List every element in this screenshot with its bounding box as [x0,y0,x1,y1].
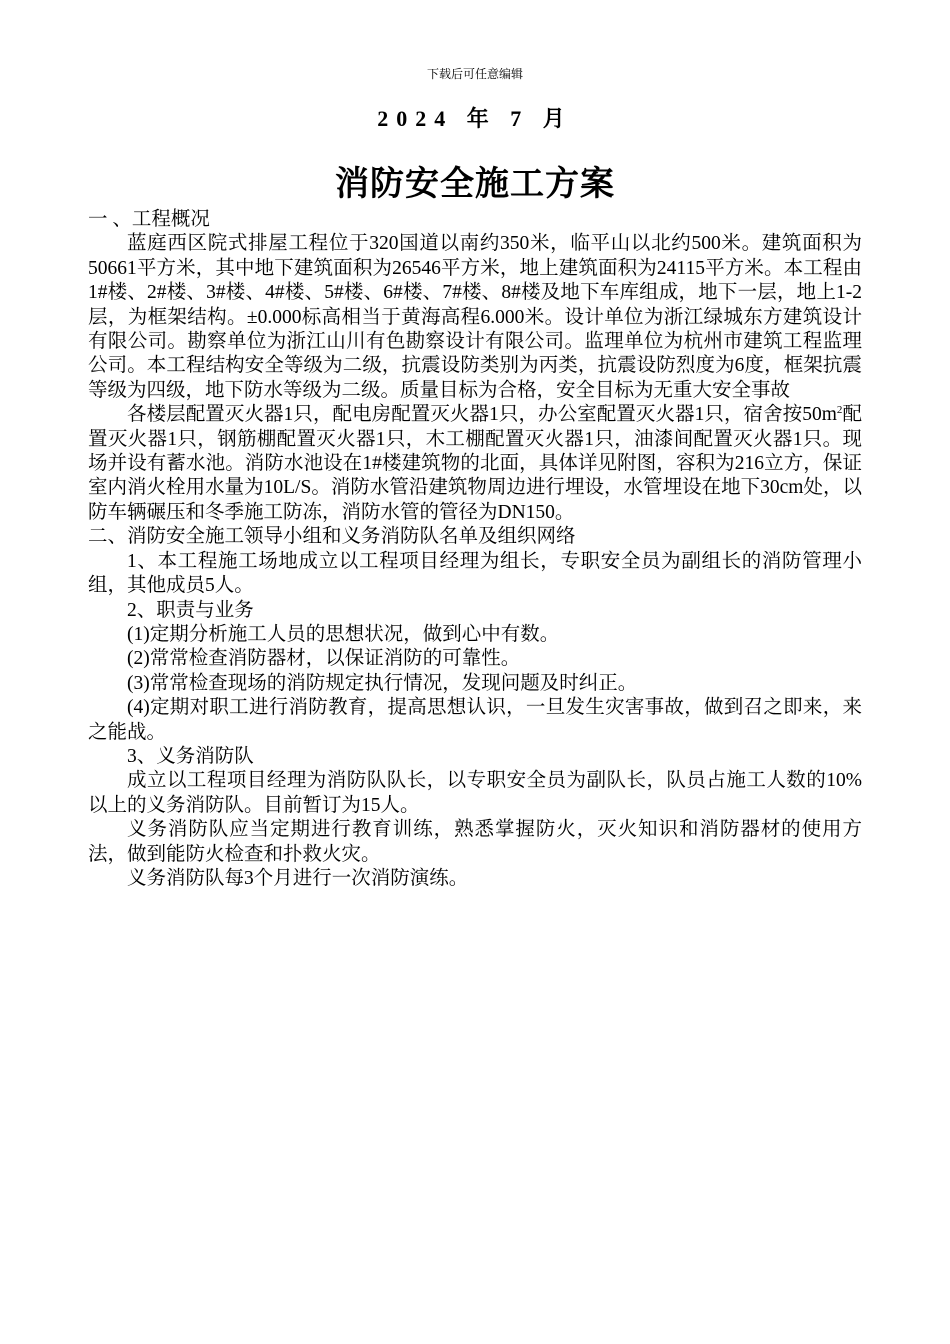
section-2-paragraph-6: (4)定期对职工进行消防教育，提高思想认识，一旦发生灾害事故，做到召之即来，来之能战。 [88,697,862,743]
superscript: 2 [836,404,843,417]
section-1-paragraph-2 [88,403,862,525]
section-2-paragraph-10: 义务消防队每3个月进行一次消防演练。 [127,867,469,889]
section-1-paragraph-1: 蓝庭西区院式排屋工程位于320国道以南约350米，临平山以北约500米。建筑面积为50661平方米，其中地下建筑面积为26546平方米，地上建筑面积为24115平方米。本工程由1#楼、2#楼、3#楼、4#楼、5#楼、6#楼、7#楼、8#楼及地下车库组成，地下一层，地上1-2层，为框架结构。±0.000标高相当于黄海高程6.000米。设计单位为浙江绿城东方建筑设计有限公司。勘察单位为浙江山川有色勘察设计有限公司。监理单位为杭州市建筑工程监理公司。本工程结构安全等级为二级，抗震设防类别为丙类，抗震设防烈度为6度，框架抗震等级为四级，地下防水等级为二级。质量目标为合格，安全目标为无重大安全事故 [88,233,862,401]
section-2-paragraph-1: 1、本工程施工场地成立以工程项目经理为组长，专职安全员为副组长的消防管理小组，其他成员5人。 [88,550,862,597]
document-body [88,208,862,891]
section-2-heading: 二、消防安全施工领导小组和义务消防队名单及组织网络 [88,526,576,548]
header-note: 下载后可任意编辑 [426,67,523,81]
section-2-paragraph-7: 3、义务消防队 [127,745,254,767]
document-title: 消防安全施工方案 [335,166,615,203]
section-2-paragraph-9: 义务消防队应当定期进行教育训练，熟悉掌握防火，灭火知识和消防器材的使用方法，做到能防火检查和扑救火灾。 [88,819,862,865]
section-2-paragraph-3: (1)定期分析施工人员的思想状况，做到心中有数。 [127,623,560,645]
section-2-paragraph-4: (2)常常检查消防器材，以保证消防的可靠性。 [127,648,521,670]
section-2-paragraph-8: 成立以工程项目经理为消防队队长，以专职安全员为副队长，队员占施工人数的10%以上的义务消防队。目前暂订为15人。 [88,770,862,816]
paragraph-text: 配置灭火器1只，钢筋棚配置灭火器1只，木工棚配置灭火器1只，油漆间配置灭火器1只。现场并设有蓄水池。消防水池设在1#楼建筑物的北面，具体详见附图，容积为216立方，保证室内消火栓用水量为10L/S。消防水管沿建筑物周边进行埋设，水管埋设在地下30cm处，以防车辆碾压和冬季施工防冻，消防水管的管径为DN150。 [88,404,862,523]
section-2-paragraph-5: (3)常常检查现场的消防规定执行情况，发现问题及时纠正。 [127,672,638,694]
section-2-paragraph-2: 2、职责与业务 [127,599,254,621]
paragraph-text: 各楼层配置灭火器1只，配电房配置灭火器1只，办公室配置灭火器1只，宿舍按50m [127,404,837,426]
section-1-heading: 一 、工程概况 [88,209,210,230]
date-line: 2024 年 7 月 [377,106,573,131]
